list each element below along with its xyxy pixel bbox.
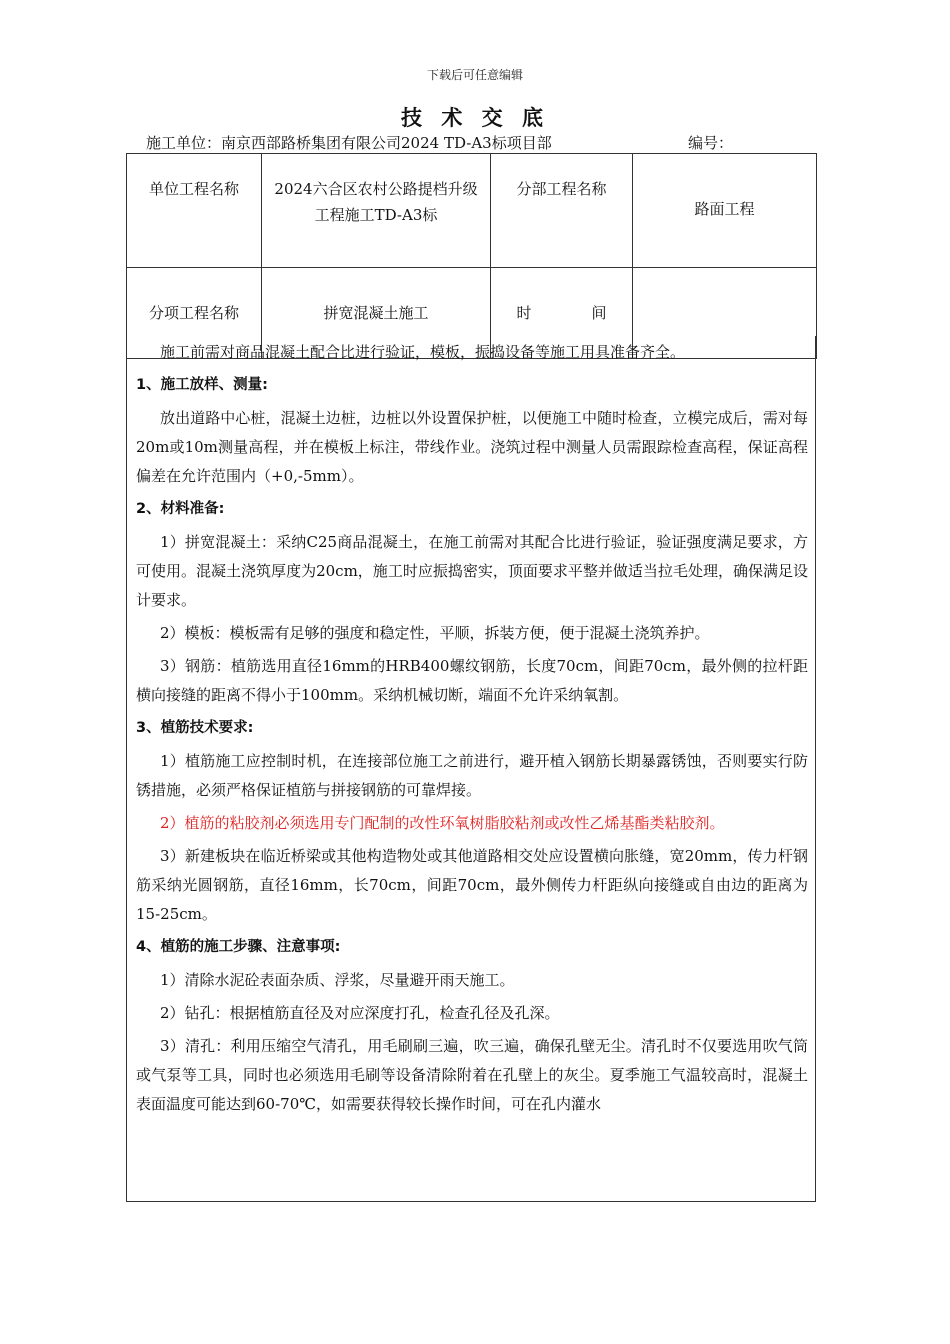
header-note: 下载后可任意编辑 xyxy=(426,68,523,82)
section-4-heading: 4、植筋的施工步骤、注意事项: xyxy=(136,939,341,955)
item-project-label: 分项工程名称 xyxy=(127,268,262,359)
section-1-paragraph: 放出道路中心桩，混凝土边桩，边桩以外设置保护桩，以便施工中随时检查，立模完成后，需对每20m或10m测量高程，并在模板上标注，带线作业。浇筑过程中测量人员需跟踪检查高程，保证高程偏差在允许范围内（+0,-5mm）。 xyxy=(136,409,808,485)
info-table xyxy=(126,153,817,359)
section-3-paragraph-1: 1）植筋施工应控制时机，在连接部位施工之前进行，避开植入钢筋长期暴露锈蚀，否则要实行防锈措施，必须严格保证植筋与拼接钢筋的可靠焊接。 xyxy=(136,752,808,799)
section-4-paragraph-2: 2）钻孔：根据植筋直径及对应深度打孔，检查孔径及孔深。 xyxy=(160,1004,560,1022)
number-label: 编号： xyxy=(688,134,734,152)
section-4-paragraph-1: 1）清除水泥砼表面杂质、浮浆，尽量避开雨天施工。 xyxy=(160,971,515,989)
unit-project-value: 2024六合区农村公路提档升级工程施工TD-A3标 xyxy=(262,154,491,268)
intro-paragraph: 施工前需对商品混凝土配合比进行验证，模板，振捣设备等施工用具准备齐全。 xyxy=(160,343,686,361)
time-label-1: 时 xyxy=(516,304,532,322)
meta-row xyxy=(146,132,786,152)
document-title: 技 术 交 底 xyxy=(401,106,549,130)
construction-unit: 施工单位：南京西部路桥集团有限公司2024 TD-A3标项目部 xyxy=(146,134,552,152)
section-3-heading: 3、植筋技术要求: xyxy=(136,720,254,736)
section-2-paragraph-3: 3）钢筋：植筋选用直径16mm的HRB400螺纹钢筋，长度70cm，间距70cm，最外侧的拉杆距横向接缝的距离不得小于100mm。采纳机械切断，端面不允许采纳氧割。 xyxy=(136,657,808,704)
section-1-heading: 1、施工放样、测量: xyxy=(136,377,268,393)
item-project-value: 拼宽混凝土施工 xyxy=(262,268,491,359)
section-3-paragraph-2: 2）植筋的粘胶剂必须选用专门配制的改性环氧树脂胶粘剂或改性乙烯基酯类粘胶剂。 xyxy=(160,814,725,832)
content-body xyxy=(136,338,808,1123)
sub-project-label: 分部工程名称 xyxy=(491,154,633,268)
unit-project-label: 单位工程名称 xyxy=(127,154,262,268)
section-2-paragraph-1: 1）拼宽混凝土：采纳C25商品混凝土，在施工前需对其配合比进行验证，验证强度满足要求，方可使用。混凝土浇筑厚度为20cm，施工时应振捣密实，顶面要求平整并做适当拉毛处理，确保满足设计要求。 xyxy=(136,533,808,609)
section-2-paragraph-2: 2）模板：模板需有足够的强度和稳定性，平顺，拆装方便，便于混凝土浇筑养护。 xyxy=(160,624,710,642)
section-4-paragraph-3: 3）清孔：利用压缩空气清孔，用毛刷刷三遍，吹三遍，确保孔壁无尘。清孔时不仅要选用吹气筒或气泵等工具，同时也必须选用毛刷等设备清除附着在孔壁上的灰尘。夏季施工气温较高时，混凝土表面温度可能达到60-70℃，如需要获得较长操作时间，可在孔内灌水 xyxy=(136,1037,808,1113)
sub-project-value: 路面工程 xyxy=(633,154,817,268)
section-2-heading: 2、材料准备: xyxy=(136,501,225,517)
time-label-2: 间 xyxy=(591,304,607,322)
section-3-paragraph-3: 3）新建板块在临近桥梁或其他构造物处或其他道路相交处应设置横向胀缝，宽20mm，传力杆钢筋采纳光圆钢筋，直径16mm，长70cm，间距70cm，最外侧传力杆距纵向接缝或自由边的距离为15-25cm。 xyxy=(136,847,808,923)
table-row xyxy=(127,154,817,268)
